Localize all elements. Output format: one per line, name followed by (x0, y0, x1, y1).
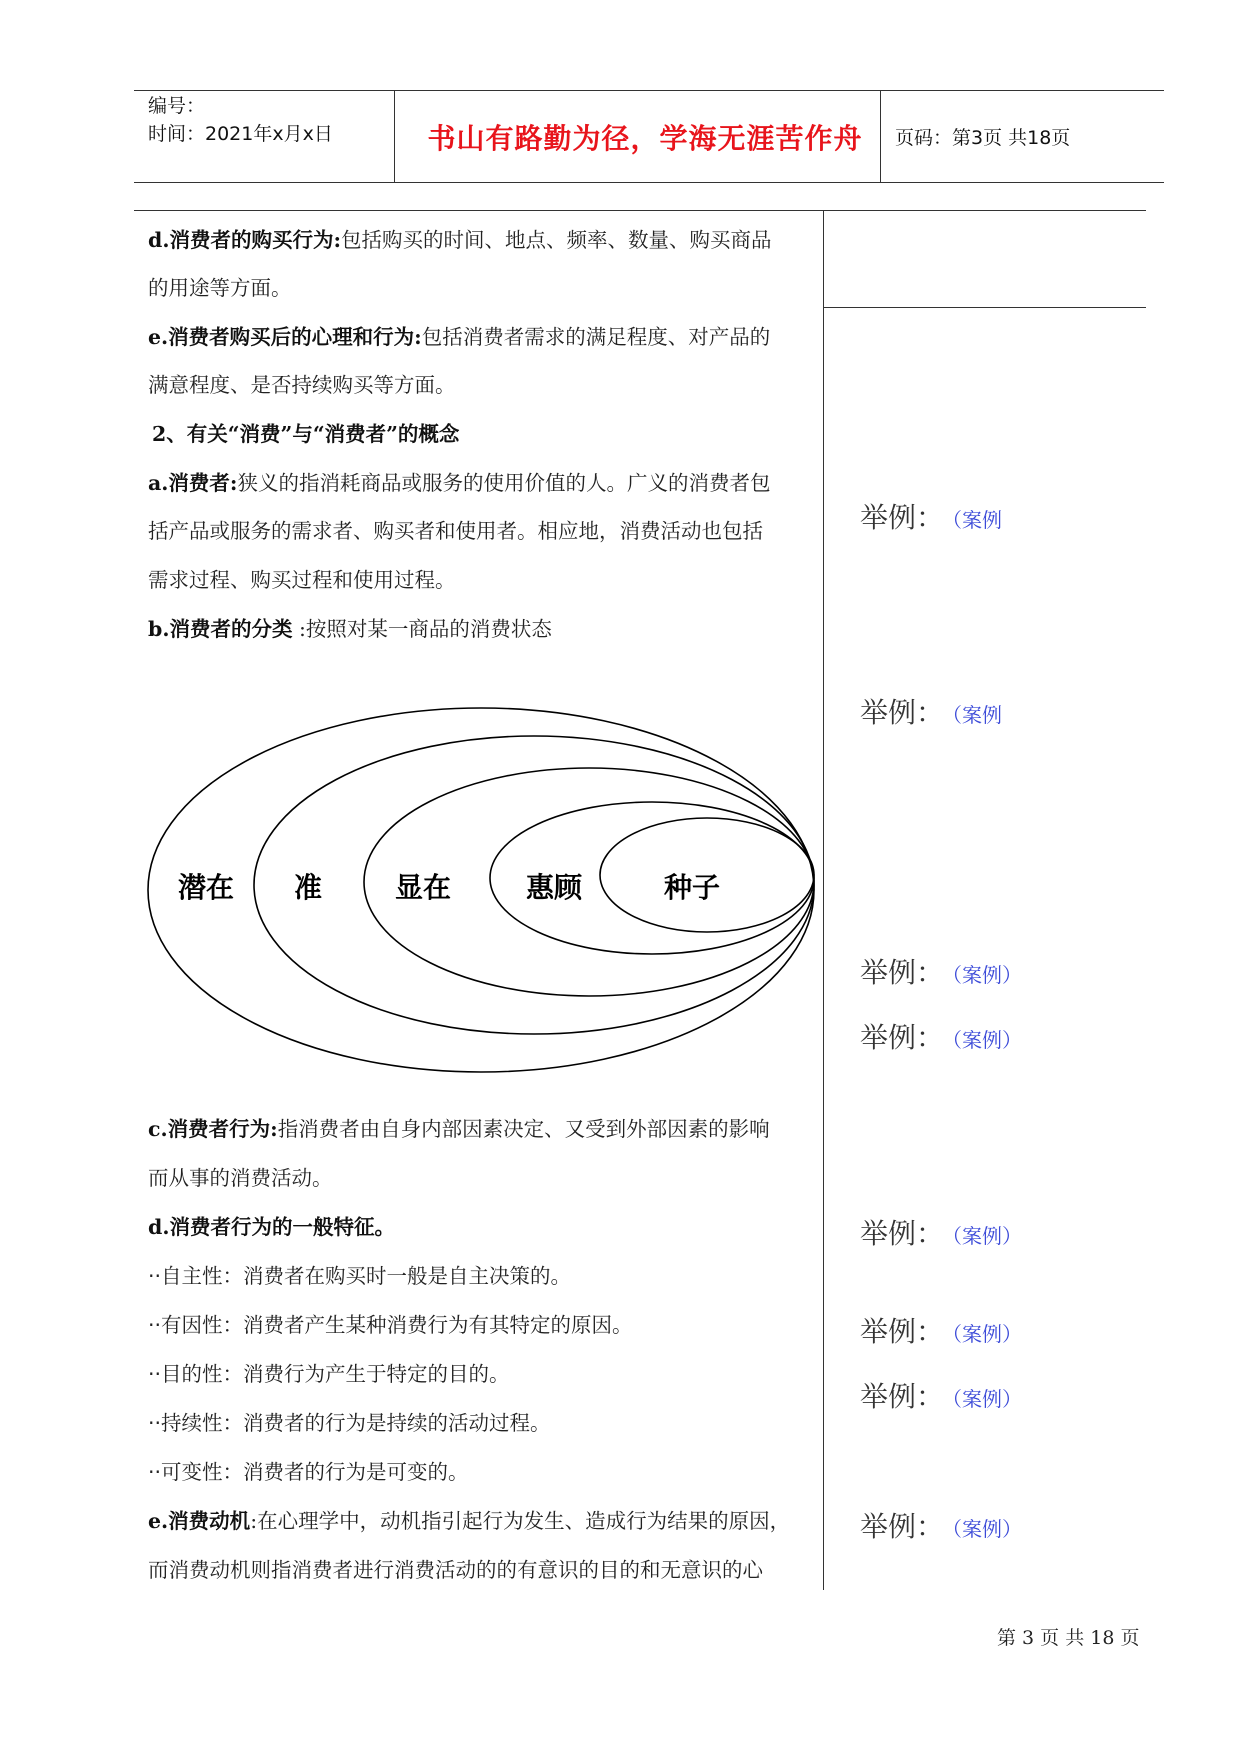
section-2-heading: 2、有关“消费”与“消费者”的概念 (152, 422, 460, 446)
case-link[interactable]: （案例） (952, 1387, 1023, 1411)
purchase-behavior-text: 包括购买的时间、地点、频率、数量、购买商品 (341, 228, 772, 252)
example-item-7 (860, 1375, 1022, 1415)
ring-label-patron: 惠顾 (526, 871, 583, 904)
case-link[interactable]: （案例） (952, 1224, 1023, 1248)
example-item-2 (860, 691, 1002, 731)
consumption-motive-title: e.消费动机 (148, 1509, 251, 1533)
consumer-classification-text: :按照对某一商品的消费状态 (299, 617, 552, 641)
case-link[interactable]: （案例） (952, 963, 1023, 987)
case-link[interactable]: （案例） (952, 1517, 1023, 1541)
example-item-6 (860, 1310, 1022, 1350)
purchase-behavior-line-2: 的用途等方面。 (148, 276, 292, 300)
example-label: 举例： (860, 501, 945, 534)
example-label: 举例： (860, 1510, 945, 1543)
example-label: 举例： (860, 696, 945, 729)
consumer-definition-line-3: 需求过程、购买过程和使用过程。 (148, 568, 456, 592)
purchase-behavior-title: d.消费者的购买行为: (148, 228, 342, 252)
ring-label-explicit: 显在 (395, 871, 452, 904)
ring-label-seed: 种子 (664, 871, 721, 904)
consumer-behavior-title: c.消费者行为: (148, 1117, 278, 1141)
consumption-motive-line-1 (148, 1504, 790, 1534)
example-item-3 (860, 951, 1022, 991)
example-item-1 (860, 496, 1002, 536)
doc-number-label: 编号： (148, 95, 206, 117)
after-purchase-text: 包括消费者需求的满足程度、对产品的 (421, 325, 771, 349)
case-link[interactable]: （案例） (952, 1028, 1023, 1052)
header-page-code: 页码：第3页 共18页 (895, 127, 1071, 149)
consumer-definition-line-2: 括产品或服务的需求者、购买者和使用者。相应地，消费活动也包括 (148, 519, 763, 543)
example-label: 举例： (860, 1315, 945, 1348)
example-label: 举例： (860, 1217, 945, 1250)
feature-variability: ··可变性：消费者的行为是可变的。 (148, 1460, 469, 1484)
feature-causality: ··有因性：消费者产生某种消费行为有其特定的原因。 (148, 1313, 633, 1337)
ring-label-prospective: 准 (294, 871, 323, 904)
consumer-definition-title: a.消费者: (148, 471, 238, 495)
header-motto: 书山有路勤为径，学海无涯苦作舟 (427, 122, 863, 155)
consumer-definition-text: 狭义的指消耗商品或服务的使用价值的人。广义的消费者包 (237, 471, 771, 495)
example-item-8 (860, 1505, 1022, 1545)
feature-autonomy: ··自主性：消费者在购买时一般是自主决策的。 (148, 1264, 572, 1288)
feature-continuity: ··持续性：消费者的行为是持续的活动过程。 (148, 1411, 551, 1435)
doc-time-label: 时间：2021年x月x日 (148, 123, 333, 145)
page-footer: 第 3 页 共 18 页 (997, 1627, 1140, 1649)
example-label: 举例： (860, 1380, 945, 1413)
case-link[interactable]: （案例 (952, 703, 1003, 727)
consumption-motive-line-2: 而消费动机则指消费者进行消费活动的的有意识的目的和无意识的心 (148, 1558, 763, 1582)
example-label: 举例： (860, 1021, 945, 1054)
after-purchase-title: e.消费者购买后的心理和行为: (148, 325, 422, 349)
consumer-behavior-line-1 (148, 1112, 770, 1142)
after-purchase-line-2: 满意程度、是否持续购买等方面。 (148, 373, 456, 397)
ring-label-potential: 潜在 (178, 871, 235, 904)
consumer-behavior-text: 指消费者由自身内部因素决定、又受到外部因素的影响 (277, 1117, 770, 1141)
feature-purpose: ··目的性：消费行为产生于特定的目的。 (148, 1362, 510, 1386)
example-label: 举例： (860, 956, 945, 989)
consumption-motive-text: :在心理学中，动机指引起行为发生、造成行为结果的原因， (250, 1509, 791, 1533)
case-link[interactable]: （案例） (952, 1322, 1023, 1346)
case-link[interactable]: （案例 (952, 508, 1003, 532)
consumer-behavior-line-2: 而从事的消费活动。 (148, 1166, 333, 1190)
example-item-4 (860, 1016, 1022, 1056)
behavior-features-heading: d.消费者行为的一般特征。 (148, 1215, 395, 1239)
consumer-classification-title: b.消费者的分类 (148, 617, 293, 641)
example-item-5 (860, 1212, 1022, 1252)
